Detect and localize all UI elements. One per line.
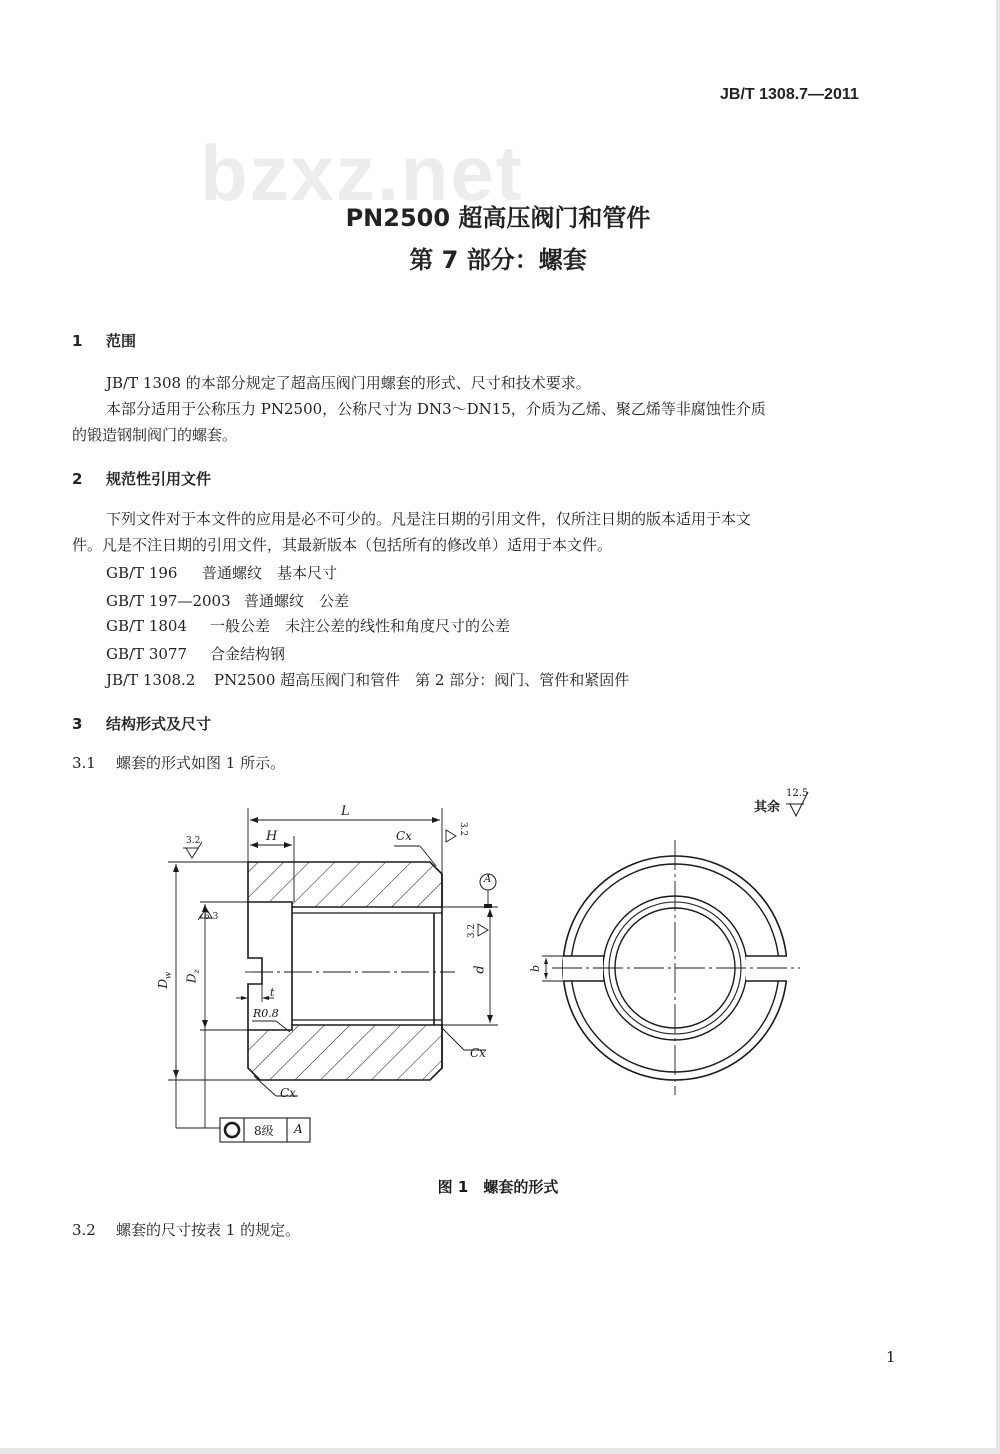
label-H: H xyxy=(266,829,278,844)
section-2-para-cont: 件。凡是不注日期的引用文件，其最新版本（包括所有的修改单）适用于本文件。 xyxy=(72,536,613,554)
section-3-2: 3.2 螺套的尺寸按表 1 的规定。 xyxy=(72,1221,301,1239)
document-subtitle: 第 7 部分：螺套 xyxy=(409,246,587,274)
section-1-para-2-cont: 的锻造钢制阀门的螺套。 xyxy=(72,426,238,444)
roughness-12-5: 12.5 xyxy=(786,788,809,799)
reference-item: GB/T 196 普通螺纹 基本尺寸 xyxy=(106,564,338,582)
roughness-3-2-end: 3.2 xyxy=(458,821,469,837)
label-dz: $D_z$ xyxy=(184,969,202,984)
label-t: t xyxy=(270,986,275,999)
reference-item: JB/T 1308.2 PN2500 超高压阀门和管件 第 2 部分：阀门、管件和紧固件 xyxy=(106,671,630,689)
label-b: b xyxy=(529,964,543,973)
watermark: bzxz.net xyxy=(200,129,524,217)
roughness-6-3: 6.3 xyxy=(204,912,219,922)
tolerance-datum: A xyxy=(294,1122,303,1136)
section-hatch-bottom xyxy=(248,1025,442,1080)
label-cx-right: Cx xyxy=(470,1046,486,1060)
reference-item: GB/T 3077 合金结构钢 xyxy=(106,645,286,663)
section-1-heading: 1 范围 xyxy=(72,332,137,350)
label-cx-bottom: Cx xyxy=(280,1086,296,1100)
section-1-para-1: JB/T 1308 的本部分规定了超高压阀门用螺套的形式、尺寸和技术要求。 xyxy=(106,374,591,392)
section-hatch-top xyxy=(248,862,442,907)
roughness-3-2-bore: 3.2 xyxy=(467,923,478,939)
document-code: JB/T 1308.7—2011 xyxy=(720,86,859,103)
figure-1-drawing xyxy=(0,770,996,1170)
roughness-rest-label: 其余 xyxy=(754,800,781,815)
section-3-1: 3.1 螺套的形式如图 1 所示。 xyxy=(72,754,286,772)
section-2-heading: 2 规范性引用文件 xyxy=(72,470,212,488)
label-r08: R0.8 xyxy=(253,1007,279,1020)
section-3-heading: 3 结构形式及尺寸 xyxy=(72,715,212,733)
tolerance-grade: 8级 xyxy=(254,1124,274,1138)
page-number: 1 xyxy=(886,1348,896,1366)
label-d: d xyxy=(472,965,488,974)
label-L: L xyxy=(341,804,350,819)
section-2-para: 下列文件对于本文件的应用是必不可少的。凡是注日期的引用文件，仅所注日期的版本适用于本文 xyxy=(106,510,752,528)
roughness-3-2-outer: 3.2 xyxy=(186,836,201,846)
reference-item: GB/T 197—2003 普通螺纹 公差 xyxy=(106,592,350,610)
label-cx-top: Cx xyxy=(396,829,412,843)
figure-1-caption: 图 1 螺套的形式 xyxy=(437,1178,559,1196)
document-title: PN2500 超高压阀门和管件 xyxy=(345,204,651,232)
section-1-para-2: 本部分适用于公称压力 PN2500，公称尺寸为 DN3～DN15，介质为乙烯、聚乙烯等非腐蚀性介质 xyxy=(106,400,766,418)
reference-item: GB/T 1804 一般公差 未注公差的线性和角度尺寸的公差 xyxy=(106,617,511,635)
label-dw: $D_w$ xyxy=(156,971,173,989)
concentricity-icon xyxy=(225,1123,239,1137)
datum-a-label: A xyxy=(484,874,492,885)
